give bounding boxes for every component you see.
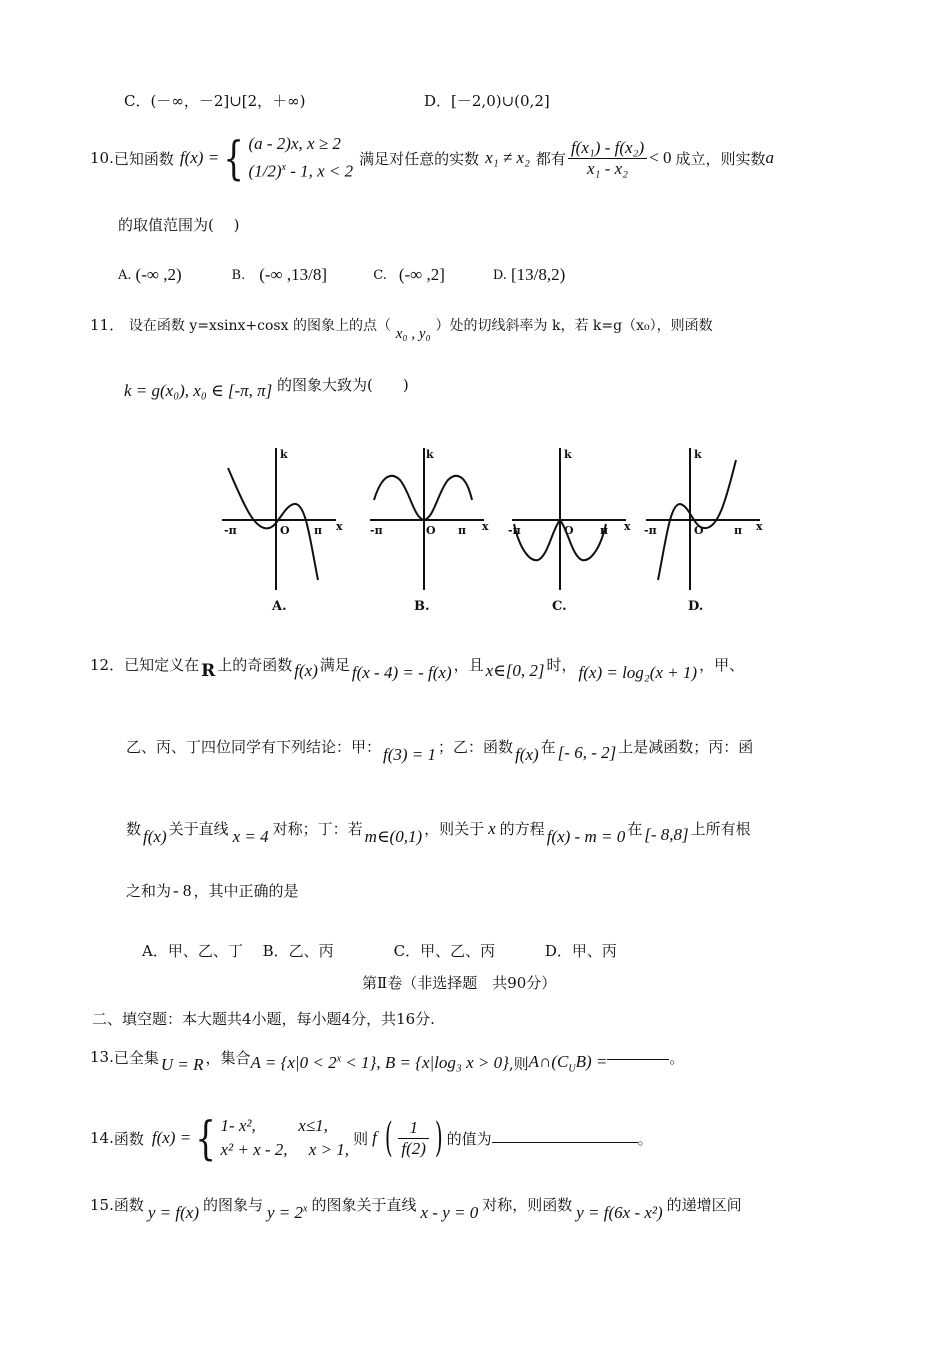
q12-l4b: - 8	[173, 880, 192, 900]
q15-t2: 的图象与	[202, 1196, 263, 1214]
q12-l2f: [- 6, - 2]	[557, 742, 617, 762]
q12-t6: ，甲、	[699, 656, 745, 674]
q14-answer-blank[interactable]	[492, 1142, 638, 1143]
q10-var: a	[765, 148, 774, 167]
q10-opt-c-label: C.	[373, 267, 387, 283]
q15-t3: 的图象关于直线	[311, 1196, 417, 1214]
question-15	[90, 1194, 742, 1222]
q10-frac-num: f(x₁) - f(x₂)	[568, 138, 647, 159]
q10-opt-d: [13/8,2)	[510, 265, 566, 284]
q12-l3f: m∈(0,1)	[364, 826, 423, 846]
q13-set-b: , B = {x|log₃ x > 0}	[376, 1053, 509, 1073]
q15-t1: 函数	[113, 1196, 144, 1214]
q14-f: f	[372, 1128, 377, 1147]
q12-line4	[126, 880, 298, 901]
q12-l3m: 上所有根	[690, 820, 751, 838]
q11-line2	[124, 376, 409, 401]
q14-t2: 则	[353, 1129, 369, 1148]
q12-eq1: f(x - 4) = - f(x)	[351, 662, 452, 682]
q12-l3b: f(x)	[143, 826, 167, 846]
q11-label-c: C.	[552, 599, 567, 614]
q12-l4a: 之和为	[126, 882, 172, 900]
q13-U: U = R	[160, 1055, 204, 1075]
q15-e2: $y = 2^x$	[267, 1202, 308, 1222]
q10-number: 10.	[90, 149, 114, 167]
q11-axis-k-b: k	[426, 448, 434, 461]
q11-tick-neg-d: -π	[644, 524, 657, 537]
q11-axis-x-a: x	[336, 520, 343, 533]
q12-t1: 已知定义在	[124, 656, 200, 674]
q12-dom: x∈[0, 2]	[485, 660, 545, 680]
q11-label-d: D.	[688, 599, 704, 614]
q14-piecewise	[220, 1114, 349, 1162]
q14-paren-open: (	[384, 1115, 393, 1161]
q11-graph-d	[646, 448, 760, 590]
q15-t5: 的递增区间	[666, 1196, 742, 1214]
q11-tick-neg-b: -π	[370, 524, 383, 537]
q11-text3: 的图象大致为( )	[277, 376, 409, 394]
q10-opt-a-label: A.	[118, 267, 132, 283]
q10-options	[118, 252, 565, 298]
q12-l2c: ；乙：函数	[438, 738, 514, 756]
q10-opt-c: (-∞ ,2]	[398, 265, 445, 284]
q11-axis-x-c: x	[624, 520, 631, 533]
q12-l3g: ，则关于	[424, 820, 485, 838]
q12-options: A．甲、乙、丁 B．乙、丙 C．甲、乙、丙 D．甲、丙	[142, 942, 617, 960]
q15-e4: y = f(6x - x²)	[576, 1202, 663, 1222]
q14-case1: 1- x², x≤1,	[220, 1116, 328, 1135]
q12-line3	[126, 818, 751, 846]
q11-tick-pos-b: π	[458, 524, 467, 537]
q12-l4c: ，其中正确的是	[193, 882, 299, 900]
q10-suffix: 成立，则实数	[675, 149, 766, 168]
q14-number: 14.	[90, 1129, 114, 1147]
question-14	[90, 1106, 653, 1170]
q14-fx: f(x) =	[151, 1128, 192, 1147]
q15-e3: x - y = 0	[420, 1202, 479, 1222]
q14-fraction	[398, 1118, 429, 1159]
q10-mid2: 都有	[535, 149, 566, 168]
q12-t2: 上的奇函数	[217, 656, 293, 674]
question-11	[90, 314, 713, 342]
q11-origin-b: O	[426, 524, 436, 537]
q14-end: 。	[637, 1129, 653, 1148]
q11-axis-k-a: k	[280, 448, 288, 461]
q12-number: 12．	[90, 656, 125, 674]
q11-expr: k = g(x₀), x₀ ∈ [-π, π]	[124, 381, 273, 400]
q10-case2: $(1/2)^x - 1$, x < 2	[248, 161, 354, 181]
q10-piecewise	[248, 132, 353, 184]
q12-l2g: 上是减函数；丙：函	[618, 738, 754, 756]
q11-axis-k-c: k	[564, 448, 572, 461]
q12-R: R	[201, 660, 216, 681]
q11-label-b: B.	[414, 599, 430, 614]
q13-set-a: $A = \{x|0 < 2^x < 1\}$	[250, 1053, 377, 1073]
q9-option-d: D．[－2,0)∪(0,2]	[424, 92, 550, 110]
q11-tick-neg-c: -π	[508, 524, 521, 537]
q12-eq2: f(x) = log₂(x + 1)	[578, 662, 698, 682]
q10-line2: 的取值范围为( )	[118, 216, 240, 234]
q15-e1: y = f(x)	[147, 1202, 199, 1222]
q14-t3: 的值为	[446, 1129, 492, 1148]
q11-option-labels	[271, 599, 703, 614]
q13-number: 13.	[90, 1048, 114, 1067]
q10-case1: (a - 2)x, x ≥ 2	[248, 134, 341, 154]
q12-l3k: 在	[627, 820, 643, 838]
part2-title: 第Ⅱ卷（非选择题 共90分）	[362, 974, 557, 992]
q10-opt-b-label: B.	[231, 267, 246, 283]
q13-t1: 已全集	[113, 1048, 159, 1067]
q13-expr: $A\cap(C_UB)$ =	[528, 1052, 608, 1075]
q13-t3: ,则	[508, 1054, 529, 1073]
q15-t4: 对称，则函数	[482, 1196, 573, 1214]
q10-fraction	[568, 138, 647, 179]
q12-l2b: f(3) = 1	[383, 744, 437, 764]
q14-brace: {	[195, 1111, 217, 1165]
q15-number: 15.	[90, 1195, 114, 1214]
q12-l3a: 数	[126, 820, 142, 838]
q10-mid: 满足对任意的实数	[359, 149, 480, 168]
q11-graphs	[214, 440, 814, 620]
question-10	[90, 118, 774, 198]
q11-origin-d: O	[694, 524, 704, 537]
q11-label-a: A.	[272, 599, 287, 614]
q10-cond: x₁ ≠ x₂	[485, 148, 530, 167]
q10-prefix: 已知函数	[113, 149, 174, 168]
q14-t1: 函数	[113, 1129, 144, 1148]
q11-text2: ）处的切线斜率为 k，若 k=g（x₀），则函数	[435, 318, 713, 334]
q11-origin-c: O	[564, 524, 574, 537]
q10-frac-den: x₁ - x₂	[586, 158, 629, 178]
q11-tick-pos-c: π	[600, 524, 609, 537]
q12-l3l: [- 8,8]	[644, 824, 689, 844]
q11-graph-b	[370, 448, 484, 590]
q12-fx: f(x)	[294, 660, 318, 680]
q14-frac-den: f(2)	[401, 1138, 426, 1158]
question-13	[90, 1046, 685, 1075]
q10-opt-b: (-∞ ,13/8]	[259, 265, 328, 284]
q11-origin-a: O	[280, 524, 290, 537]
q13-t2: ，集合	[205, 1048, 251, 1067]
q12-t5: 时，	[546, 656, 577, 674]
q11-tick-pos-a: π	[314, 524, 323, 537]
section2-heading: 二、填空题：本大题共4小题，每小题4分，共16分.	[92, 1010, 435, 1028]
q12-l3e: 对称；丁：若	[272, 820, 363, 838]
q12-l3c: 关于直线	[168, 820, 229, 838]
q10-brace: {	[223, 131, 245, 185]
q13-answer-blank[interactable]	[607, 1059, 669, 1060]
q14-case2: x² + x - 2, x > 1,	[220, 1140, 350, 1159]
q10-opt-a: (-∞ ,2)	[135, 265, 182, 284]
q12-l2a: 乙、丙、丁四位同学有下列结论：甲：	[126, 738, 382, 756]
q11-point: x₀ , y₀	[395, 326, 431, 342]
q10-fx: f(x) =	[179, 148, 220, 167]
q11-number: 11．	[90, 316, 125, 334]
q11-text1: 设在函数 y=xsinx+cosx 的图象上的点（	[128, 318, 391, 334]
q11-axis-x-d: x	[756, 520, 763, 533]
q12-line2	[126, 736, 754, 764]
q12-l2e: 在	[540, 738, 556, 756]
question-12	[90, 654, 745, 682]
q12-l3i: 的方程	[499, 820, 545, 838]
q11-graph-a	[222, 448, 336, 590]
q11-graph-c	[512, 448, 626, 590]
q11-graph-labels	[224, 448, 763, 537]
q11-axis-k-d: k	[694, 448, 702, 461]
q12-l2d: f(x)	[515, 744, 539, 764]
q12-t3: 满足	[319, 656, 350, 674]
q12-t4: ，且	[453, 656, 484, 674]
q14-frac-num: 1	[398, 1118, 429, 1139]
q12-l3d: x = 4	[232, 826, 269, 846]
q10-opt-d-label: D.	[492, 267, 507, 283]
q14-paren-close: )	[434, 1115, 443, 1161]
q13-end: 。	[669, 1048, 685, 1067]
q10-ineq: < 0	[649, 148, 672, 167]
q9-option-c: C．(－∞，－2]∪[2，＋∞)	[124, 92, 306, 110]
q12-l3h: x	[488, 818, 496, 838]
q11-tick-pos-d: π	[734, 524, 743, 537]
q11-tick-neg-a: -π	[224, 524, 237, 537]
q11-axis-x-b: x	[482, 520, 489, 533]
q12-l3j: f(x) - m = 0	[546, 826, 626, 846]
